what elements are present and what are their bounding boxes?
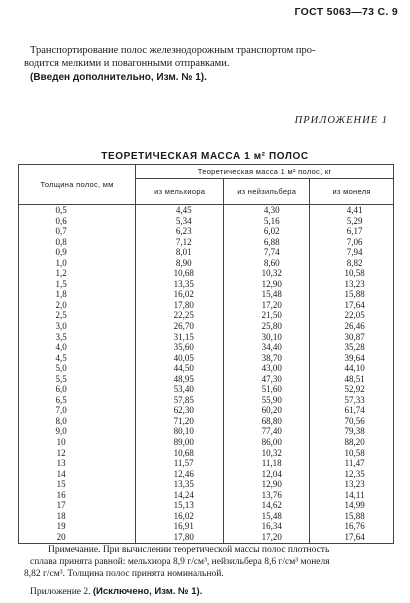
monel-cell: 17,64 [310,300,394,311]
nickel-silver-cell: 30,10 [224,332,310,343]
monel-cell: 4,41 [310,205,394,216]
note-line-3: 8,82 г/см³. Толщина полос принята номинальной. [24,569,224,579]
thickness-cell: 10 [19,437,136,448]
thickness-cell: 0,7 [19,226,136,237]
monel-cell: 15,88 [310,511,394,522]
table-row [19,532,394,543]
thickness-cell: 3,5 [19,332,136,343]
thickness-cell: 9,0 [19,426,136,437]
nickel-silver-cell: 12,90 [224,479,310,490]
table-row [19,448,394,459]
monel-cell: 30,87 [310,332,394,343]
nickel-silver-cell: 25,80 [224,321,310,332]
melchior-cell: 15,13 [136,500,224,511]
monel-cell: 44,10 [310,363,394,374]
thickness-cell: 1,2 [19,268,136,279]
nickel-silver-cell: 12,90 [224,279,310,290]
melchior-cell: 22,25 [136,310,224,321]
appendix-2 [30,586,202,597]
thickness-cell: 12 [19,448,136,459]
monel-cell: 7,06 [310,237,394,248]
thickness-cell: 0,9 [19,247,136,258]
table-row [19,458,394,469]
monel-cell: 26,46 [310,321,394,332]
melchior-cell: 16,02 [136,511,224,522]
nickel-silver-cell: 38,70 [224,353,310,364]
table-row [19,268,394,279]
nickel-silver-cell: 14,62 [224,500,310,511]
melchior-cell: 48,95 [136,374,224,385]
monel-cell: 7,94 [310,247,394,258]
monel-cell: 39,64 [310,353,394,364]
nickel-silver-cell: 12,04 [224,469,310,480]
monel-cell: 61,74 [310,405,394,416]
melchior-cell: 8,01 [136,247,224,258]
monel-cell: 13,23 [310,479,394,490]
melchior-cell: 8,90 [136,258,224,269]
thickness-cell: 0,6 [19,216,136,227]
melchior-cell: 16,02 [136,289,224,300]
nickel-silver-cell: 7,74 [224,247,310,258]
table-row [19,395,394,406]
monel-cell: 15,88 [310,289,394,300]
appendix-2-prefix: Приложение 2. [30,587,91,597]
thickness-cell: 5,5 [19,374,136,385]
table-row [19,469,394,480]
melchior-cell: 26,70 [136,321,224,332]
thickness-cell: 16 [19,490,136,501]
melchior-cell: 10,68 [136,268,224,279]
group-header: Теоретическая масса 1 м² полос, кг [136,165,394,179]
thickness-cell: 18 [19,511,136,522]
intro-amendment: (Введен дополнительно, Изм. № 1). [30,72,207,83]
monel-cell: 14,11 [310,490,394,501]
thickness-cell: 4,5 [19,353,136,364]
thickness-cell: 7,0 [19,405,136,416]
nickel-silver-cell: 86,00 [224,437,310,448]
monel-cell: 48,51 [310,374,394,385]
thickness-cell: 2,5 [19,310,136,321]
melchior-cell: 12,46 [136,469,224,480]
melchior-cell: 5,34 [136,216,224,227]
thickness-cell: 0,5 [19,205,136,216]
nickel-silver-cell: 77,40 [224,426,310,437]
nickel-silver-cell: 16,34 [224,521,310,532]
thickness-cell: 20 [19,532,136,543]
monel-cell: 22,05 [310,310,394,321]
table-row [19,490,394,501]
nickel-silver-cell: 6,02 [224,226,310,237]
monel-cell: 10,58 [310,448,394,459]
nickel-silver-cell: 17,20 [224,532,310,543]
table-row [19,426,394,437]
table-row [19,353,394,364]
table-row [19,205,394,216]
table-row [19,521,394,532]
monel-cell: 10,58 [310,268,394,279]
melchior-cell: 71,20 [136,416,224,427]
table-row [19,405,394,416]
thickness-cell: 19 [19,521,136,532]
melchior-cell: 14,24 [136,490,224,501]
mass-table [18,164,394,544]
nickel-silver-cell: 55,90 [224,395,310,406]
table-row [19,279,394,290]
monel-cell: 16,76 [310,521,394,532]
melchior-cell: 31,15 [136,332,224,343]
nickel-silver-cell: 60,20 [224,405,310,416]
monel-cell: 52,92 [310,384,394,395]
table-row [19,374,394,385]
thickness-cell: 13 [19,458,136,469]
thickness-cell: 5,0 [19,363,136,374]
melchior-cell: 62,30 [136,405,224,416]
nickel-silver-cell: 15,48 [224,289,310,300]
appendix-title: ПРИЛОЖЕНИЕ 1 [294,115,388,126]
monel-cell: 35,28 [310,342,394,353]
nickel-silver-cell: 5,16 [224,216,310,227]
table-row [19,216,394,227]
table-row [19,300,394,311]
monel-cell: 57,33 [310,395,394,406]
table-title: ТЕОРЕТИЧЕСКАЯ МАССА 1 м² ПОЛОС [101,151,309,162]
table-row [19,416,394,427]
nickel-silver-cell: 47,30 [224,374,310,385]
monel-cell: 88,20 [310,437,394,448]
monel-cell: 12,35 [310,469,394,480]
melchior-cell: 11,57 [136,458,224,469]
note-line-1: Примечание. При вычислении теоретической массы полос плотность [48,545,330,555]
nickel-silver-cell: 34,40 [224,342,310,353]
monel-cell: 5,29 [310,216,394,227]
melchior-cell: 16,91 [136,521,224,532]
thickness-cell: 17 [19,500,136,511]
monel-cell: 70,56 [310,416,394,427]
melchior-cell: 13,35 [136,279,224,290]
thickness-cell: 1,8 [19,289,136,300]
melchior-cell: 80,10 [136,426,224,437]
nickel-silver-cell: 10,32 [224,448,310,459]
table-row [19,332,394,343]
table-row [19,437,394,448]
monel-cell: 79,38 [310,426,394,437]
table-row [19,237,394,248]
nickel-silver-cell: 21,50 [224,310,310,321]
melchior-cell: 17,80 [136,300,224,311]
table-row [19,384,394,395]
melchior-cell: 7,12 [136,237,224,248]
nickel-silver-cell: 8,60 [224,258,310,269]
melchior-cell: 10,68 [136,448,224,459]
melchior-cell: 13,35 [136,479,224,490]
table-row [19,321,394,332]
melchior-cell: 17,80 [136,532,224,543]
appendix-2-status: (Исключено, Изм. № 1). [92,586,203,597]
table-row [19,226,394,237]
nickel-silver-cell: 68,80 [224,416,310,427]
table-row [19,500,394,511]
table-row [19,289,394,300]
monel-cell: 11,47 [310,458,394,469]
thickness-cell: 0,8 [19,237,136,248]
page-header: ГОСТ 5063—73 С. 9 [294,6,398,18]
melchior-cell: 35,60 [136,342,224,353]
melchior-cell: 4,45 [136,205,224,216]
nickel-silver-cell: 15,48 [224,511,310,522]
table-row [19,511,394,522]
thickness-cell: 1,0 [19,258,136,269]
table-row [19,258,394,269]
table-row [19,479,394,490]
thickness-cell: 2,0 [19,300,136,311]
melchior-cell: 57,85 [136,395,224,406]
nickel-silver-cell: 13,76 [224,490,310,501]
melchior-cell: 44,50 [136,363,224,374]
col-header-melchior: из мельхиора [136,179,224,205]
thickness-cell: 3,0 [19,321,136,332]
intro-line-1: Транспортирование полос железнодорожным транспортом про- [30,45,316,56]
monel-cell: 17,64 [310,532,394,543]
monel-cell: 13,23 [310,279,394,290]
melchior-cell: 40,05 [136,353,224,364]
nickel-silver-cell: 43,00 [224,363,310,374]
nickel-silver-cell: 6,88 [224,237,310,248]
thickness-cell: 4,0 [19,342,136,353]
table-row [19,247,394,258]
nickel-silver-cell: 11,18 [224,458,310,469]
thickness-cell: 6,5 [19,395,136,406]
monel-cell: 6,17 [310,226,394,237]
col-header-monel: из монеля [310,179,394,205]
table-row [19,342,394,353]
thickness-cell: 1,5 [19,279,136,290]
table-body [19,205,394,544]
thickness-cell: 6,0 [19,384,136,395]
nickel-silver-cell: 51,60 [224,384,310,395]
thickness-cell: 14 [19,469,136,480]
note-line-2: сплава принята равной: мельхиора 8,9 г/см³, нейзильбера 8,6 г/см³ монеля [30,557,330,567]
col-header-nickel-silver: из нейзильбера [224,179,310,205]
thickness-cell: 15 [19,479,136,490]
table-row [19,363,394,374]
melchior-cell: 6,23 [136,226,224,237]
monel-cell: 14,99 [310,500,394,511]
nickel-silver-cell: 4,30 [224,205,310,216]
thickness-cell: 8,0 [19,416,136,427]
melchior-cell: 53,40 [136,384,224,395]
intro-line-2: водится мелкими и повагонными отправками. [24,58,230,69]
table-row [19,310,394,321]
monel-cell: 8,82 [310,258,394,269]
melchior-cell: 89,00 [136,437,224,448]
nickel-silver-cell: 10,32 [224,268,310,279]
col-thickness-header: Толщина полос, мм [19,165,136,205]
nickel-silver-cell: 17,20 [224,300,310,311]
